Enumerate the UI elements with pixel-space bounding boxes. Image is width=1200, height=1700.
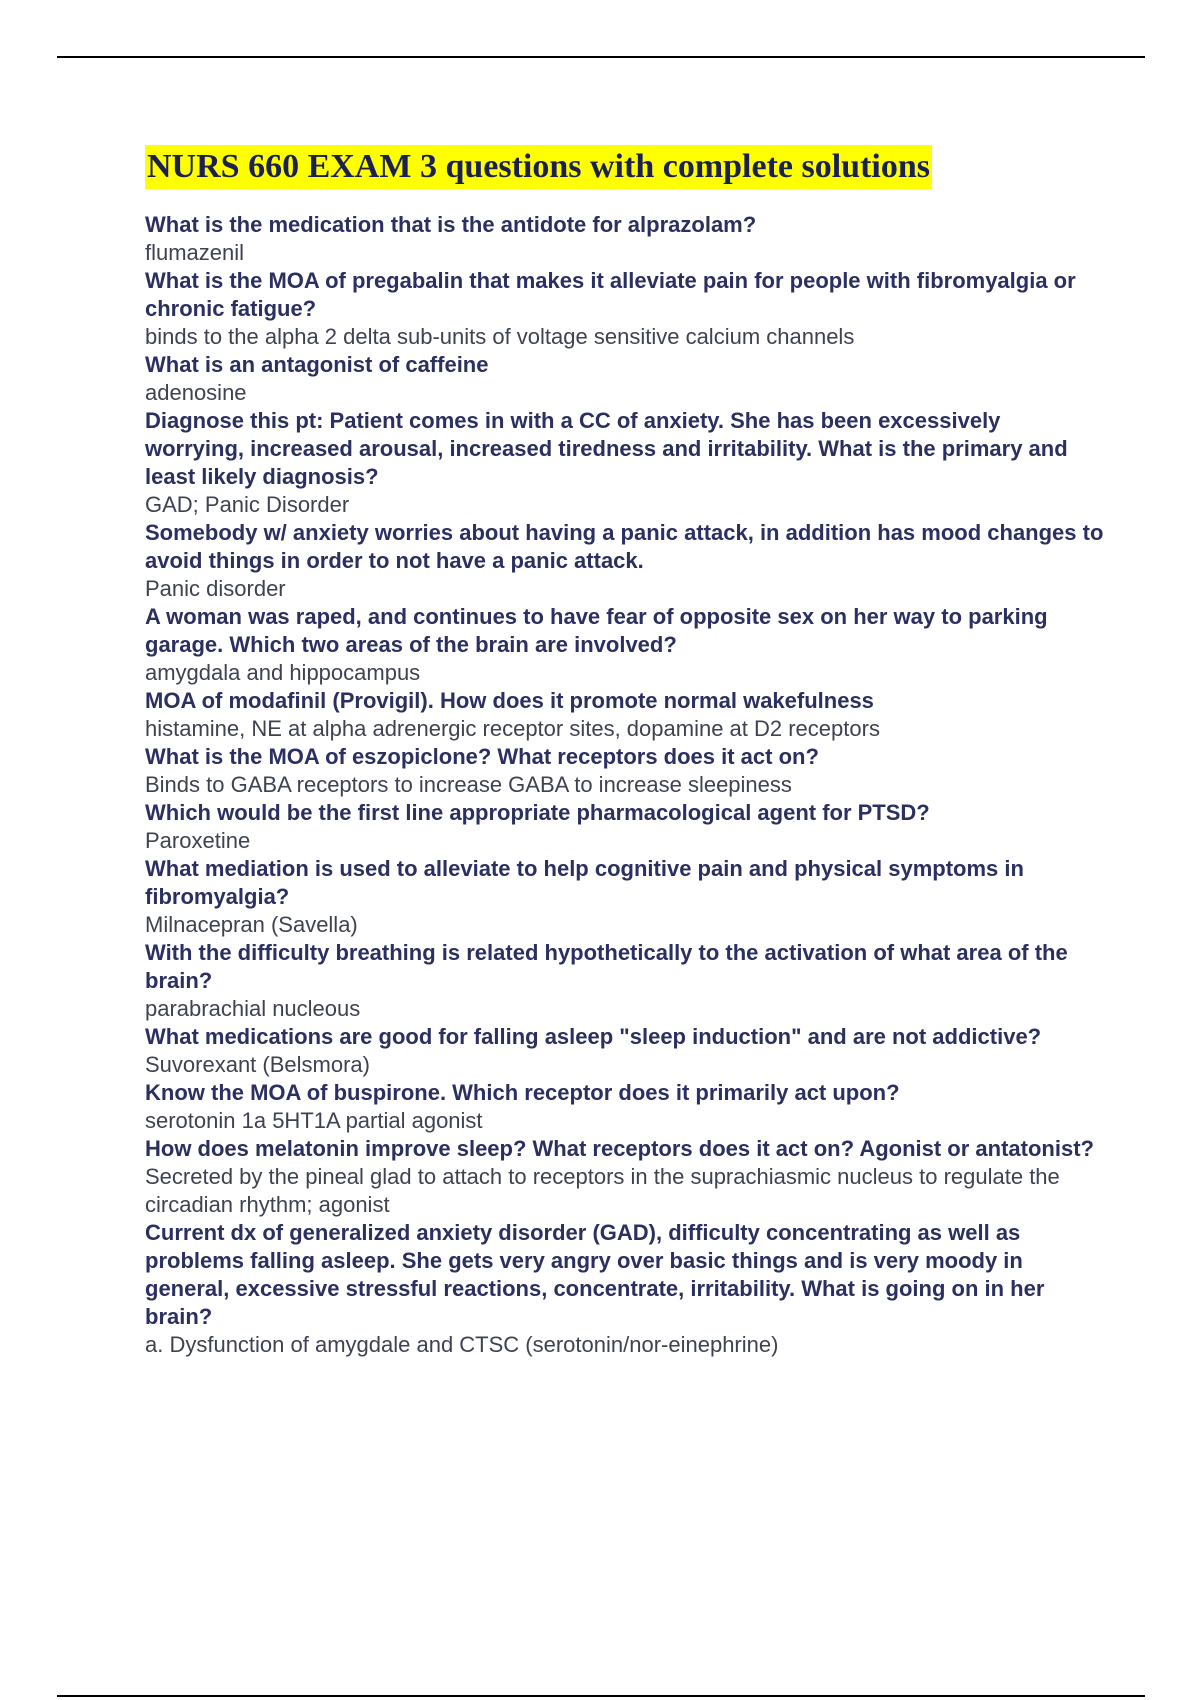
qa-item <box>145 1023 1105 1079</box>
question: Know the MOA of buspirone. Which receptor does it primarily act upon? <box>145 1080 900 1105</box>
qa-item <box>145 687 1105 743</box>
question: What is the MOA of eszopiclone? What receptors does it act on? <box>145 744 819 769</box>
answer: serotonin 1a 5HT1A partial agonist <box>145 1108 483 1133</box>
qa-item <box>145 603 1105 687</box>
answer: Suvorexant (Belsmora) <box>145 1052 370 1077</box>
answer: adenosine <box>145 380 247 405</box>
question: Current dx of generalized anxiety disorder (GAD), difficulty concentrating as well as problems falling asleep. She gets very angry over basic things and is very moody in general, excessive stressful reactions, concentrate, irritability. What is going on in her brain? <box>145 1220 1045 1329</box>
answer: amygdala and hippocampus <box>145 660 421 685</box>
top-rule <box>57 56 1145 58</box>
answer: Panic disorder <box>145 576 286 601</box>
qa-item <box>145 939 1105 1023</box>
question: What is the MOA of pregabalin that makes it alleviate pain for people with fibromyalgia or chronic fatigue? <box>145 268 1076 321</box>
qa-item <box>145 799 1105 855</box>
answer: histamine, NE at alpha adrenergic receptor sites, dopamine at D2 receptors <box>145 716 880 741</box>
answer: a. Dysfunction of amygdale and CTSC (serotonin/nor-einephrine) <box>145 1332 779 1357</box>
qa-item <box>145 1079 1105 1135</box>
question: With the difficulty breathing is related hypothetically to the activation of what area of the brain? <box>145 940 1068 993</box>
qa-item <box>145 855 1105 939</box>
question: MOA of modafinil (Provigil). How does it promote normal wakefulness <box>145 688 874 713</box>
bottom-rule <box>57 1695 1145 1697</box>
answer: parabrachial nucleous <box>145 996 361 1021</box>
question: Diagnose this pt: Patient comes in with a CC of anxiety. She has been excessively worrying, increased arousal, increased tiredness and irritability. What is the primary and least likely diagnosis? <box>145 408 1068 489</box>
answer: GAD; Panic Disorder <box>145 492 350 517</box>
qa-item <box>145 267 1105 351</box>
question: How does melatonin improve sleep? What receptors does it act on? Agonist or antatonist? <box>145 1136 1094 1161</box>
question: What medications are good for falling asleep "sleep induction" and are not addictive? <box>145 1024 1042 1049</box>
question: What mediation is used to alleviate to help cognitive pain and physical symptoms in fibromyalgia? <box>145 856 1024 909</box>
document-body <box>145 145 1105 1359</box>
question: What is an antagonist of caffeine <box>145 352 489 377</box>
question: Which would be the first line appropriate pharmacological agent for PTSD? <box>145 800 930 825</box>
question: What is the medication that is the antidote for alprazolam? <box>145 212 757 237</box>
qa-item <box>145 407 1105 519</box>
answer: flumazenil <box>145 240 245 265</box>
answer: binds to the alpha 2 delta sub-units of voltage sensitive calcium channels <box>145 324 855 349</box>
answer: Paroxetine <box>145 828 251 853</box>
answer: Milnacepran (Savella) <box>145 912 358 937</box>
document-title: NURS 660 EXAM 3 questions with complete solutions <box>145 145 932 189</box>
answer: Binds to GABA receptors to increase GABA to increase sleepiness <box>145 772 792 797</box>
qa-item <box>145 743 1105 799</box>
answer: Secreted by the pineal glad to attach to receptors in the suprachiasmic nucleus to regulate the circadian rhythm; agonist <box>145 1164 1060 1217</box>
question: Somebody w/ anxiety worries about having a panic attack, in addition has mood changes to avoid things in order to not have a panic attack. <box>145 520 1104 573</box>
qa-item <box>145 519 1105 603</box>
question: A woman was raped, and continues to have fear of opposite sex on her way to parking garage. Which two areas of the brain are involved? <box>145 604 1048 657</box>
qa-item <box>145 351 1105 407</box>
qa-item <box>145 1219 1105 1359</box>
qa-item <box>145 211 1105 267</box>
qa-item <box>145 1135 1105 1219</box>
